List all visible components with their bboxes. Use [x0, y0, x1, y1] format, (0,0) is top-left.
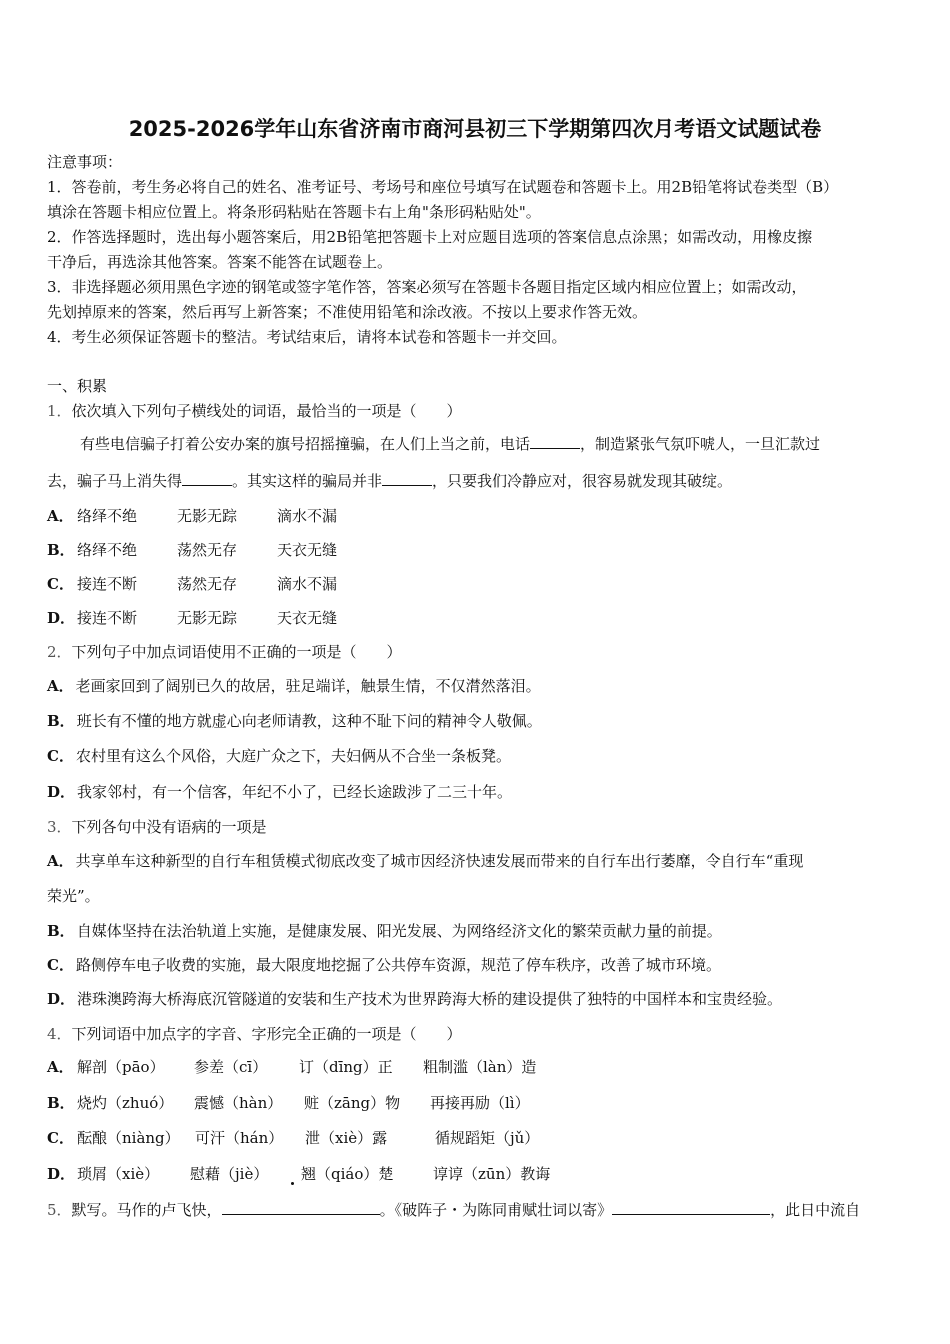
option-word: 荡然无存 — [177, 575, 238, 593]
question-number: 4． — [47, 1025, 72, 1043]
option-label: A． — [47, 507, 74, 525]
notice-line-4: 干净后，再选涂其他答案。答案不能答在试题卷上。 — [47, 253, 393, 271]
section-heading: 一、积累 — [47, 377, 108, 395]
question-1-stem — [47, 401, 462, 421]
option-word: 无影无踪 — [177, 507, 238, 525]
question-text: 依次填入下列句子横线处的词语，最恰当的一项是（ ） — [71, 402, 462, 420]
question-1-option-c — [47, 574, 337, 594]
notice-heading: 注意事项： — [47, 153, 123, 171]
question-4-option-a — [47, 1057, 536, 1077]
answer-blank — [222, 1200, 380, 1215]
option-word: 慰藉（jiè） — [190, 1165, 269, 1183]
question-1-passage-line-2 — [47, 471, 732, 491]
passage-text: 去，骗子马上消失得 — [47, 472, 183, 490]
option-text: 路侧停车电子收费的实施，最大限度地挖掘了公共停车资源，规范了停车秩序，改善了城市环境。 — [75, 956, 721, 974]
option-label: D． — [47, 990, 76, 1008]
option-label: B． — [47, 922, 75, 940]
passage-text: ，制造紧张气氛吓唬人，一旦汇款过 — [580, 435, 821, 453]
option-word: 可汗（hán） — [195, 1129, 284, 1147]
question-number: 3． — [47, 818, 72, 836]
notice-line-1: 1．答卷前，考生务必将自己的姓名、准考证号、考场号和座位号填写在试题卷和答题卡上。用2B铅笔将试卷类型（B） — [47, 178, 839, 196]
option-word: 参差（cī） — [194, 1058, 268, 1076]
question-2-stem — [47, 642, 402, 662]
option-word: 络绎不绝 — [77, 507, 138, 525]
option-word: 天衣无缝 — [277, 609, 338, 627]
answer-blank — [530, 434, 580, 449]
option-label: B． — [47, 712, 75, 730]
option-word: 无影无踪 — [177, 609, 238, 627]
question-number: 1． — [47, 402, 72, 420]
option-text: 港珠澳跨海大桥海底沉管隧道的安装和生产技术为世界跨海大桥的建设提供了独特的中国样本和宝贵经验。 — [77, 990, 783, 1008]
emphasis-dot — [291, 1182, 294, 1185]
question-2-option-d — [47, 782, 512, 802]
question-3-option-d — [47, 989, 782, 1009]
question-1-option-b — [47, 540, 337, 560]
option-text: 班长有不懂的地方就虚心向老师请教，这种不耻下问的精神令人敬佩。 — [76, 712, 542, 730]
option-word: 再接再励（lì） — [430, 1094, 530, 1112]
option-word: 订（dīng）正 — [299, 1058, 393, 1076]
option-text: 老画家回到了阔别已久的故居，驻足端详，触景生情，不仅潸然落泪。 — [75, 677, 541, 695]
option-word: 接连不断 — [77, 575, 138, 593]
question-4-option-d — [47, 1164, 550, 1184]
option-label: C． — [47, 956, 74, 974]
question-text: 默写。马作的卢飞快， — [71, 1201, 222, 1219]
question-number: 2． — [47, 643, 72, 661]
option-text: 共享单车这种新型的自行车租赁模式彻底改变了城市因经济快速发展而带来的自行车出行萎靡，令自行车“重现 — [75, 852, 804, 870]
question-text: 下列各句中没有语病的一项是 — [71, 818, 267, 836]
option-text: 我家邻村，有一个信客，年纪不小了，已经长途跋涉了二三十年。 — [77, 783, 513, 801]
question-number: 5． — [47, 1201, 72, 1219]
option-word: 天衣无缝 — [277, 541, 338, 559]
page-title: 2025-2026学年山东省济南市商河县初三下学期第四次月考语文试题试卷 — [128, 117, 822, 141]
question-3-option-c — [47, 955, 721, 975]
option-word: 粗制滥（làn）造 — [423, 1058, 537, 1076]
option-label: D． — [47, 1165, 76, 1183]
question-3-option-a — [47, 851, 803, 871]
question-3-option-b — [47, 921, 722, 941]
question-text: 。《破阵子・为陈同甫赋壮词以寄》 — [379, 1201, 613, 1219]
answer-blank — [182, 471, 232, 486]
option-label: D． — [47, 783, 76, 801]
question-text: 下列句子中加点词语使用不正确的一项是（ ） — [71, 643, 402, 661]
notice-line-6: 先划掉原来的答案，然后再写上新答案；不准使用铅笔和涂改液。不按以上要求作答无效。 — [47, 303, 648, 321]
option-label: A． — [47, 852, 74, 870]
question-5-stem — [47, 1200, 860, 1220]
answer-blank — [612, 1200, 770, 1215]
question-4-option-c — [47, 1128, 539, 1148]
option-word: 琐屑（xiè） — [77, 1165, 160, 1183]
option-word: 荡然无存 — [177, 541, 238, 559]
notice-line-5: 3．非选择题必须用黑色字迹的钢笔或签字笔作答，答案必须写在答题卡各题目指定区域内相应位置上；如需改动， — [47, 278, 807, 296]
option-word: 解剖（pāo） — [77, 1058, 165, 1076]
option-label: C． — [47, 1129, 74, 1147]
option-word: 接连不断 — [77, 609, 138, 627]
question-2-option-c — [47, 746, 511, 766]
question-1-option-d — [47, 608, 337, 628]
option-label: D． — [47, 609, 76, 627]
question-4-option-b — [47, 1093, 530, 1113]
option-label: B． — [47, 541, 75, 559]
question-1-option-a — [47, 506, 337, 526]
question-2-option-b — [47, 711, 542, 731]
notice-line-2: 填涂在答题卡相应位置上。将条形码粘贴在答题卡右上角"条形码粘贴处"。 — [47, 203, 541, 221]
passage-text: 。其实这样的骗局并非 — [232, 472, 383, 490]
option-text: 自媒体坚持在法治轨道上实施，是健康发展、阳光发展、为网络经济文化的繁荣贡献力量的前提。 — [76, 922, 722, 940]
question-2-option-a — [47, 676, 541, 696]
option-label: A． — [47, 1058, 74, 1076]
option-word: 赃（zāng）物 — [304, 1094, 401, 1112]
notice-line-7: 4．考生必须保证答题卡的整洁。考试结束后，请将本试卷和答题卡一并交回。 — [47, 328, 567, 346]
option-label: A． — [47, 677, 74, 695]
option-word: 泄（xiè）露 — [305, 1129, 388, 1147]
question-text: 下列词语中加点字的字音、字形完全正确的一项是（ ） — [71, 1025, 462, 1043]
option-word: 翘（qiáo）楚 — [301, 1165, 394, 1183]
question-3-stem — [47, 817, 267, 837]
option-word: 滴水不漏 — [277, 575, 338, 593]
option-word: 滴水不漏 — [277, 507, 338, 525]
option-word: 谆谆（zūn）教诲 — [433, 1165, 551, 1183]
notice-line-3: 2．作答选择题时，选出每小题答案后，用2B铅笔把答题卡上对应题目选项的答案信息点涂黑；如需改动，用橡皮擦 — [47, 228, 813, 246]
option-word: 酝酿（niàng） — [77, 1129, 180, 1147]
passage-text: 有些电信骗子打着公安办案的旗号招摇撞骗，在人们上当之前，电话 — [80, 435, 531, 453]
passage-text: ，只要我们冷静应对，很容易就发现其破绽。 — [432, 472, 733, 490]
question-4-stem — [47, 1024, 462, 1044]
option-word: 循规蹈矩（jǔ） — [435, 1129, 540, 1147]
option-word: 震憾（hàn） — [194, 1094, 283, 1112]
option-label: B． — [47, 1094, 75, 1112]
question-1-passage-line-1 — [80, 434, 820, 454]
option-text: 农村里有这么个风俗，大庭广众之下，夫妇俩从不合坐一条板凳。 — [75, 747, 511, 765]
option-word: 络绎不绝 — [77, 541, 138, 559]
answer-blank — [382, 471, 432, 486]
question-text: ，此日中流自 — [770, 1201, 861, 1219]
option-word: 烧灼（zhuó） — [77, 1094, 174, 1112]
option-label: C． — [47, 747, 74, 765]
option-label: C． — [47, 575, 74, 593]
question-3-option-a-cont: 荣光”。 — [47, 887, 100, 905]
